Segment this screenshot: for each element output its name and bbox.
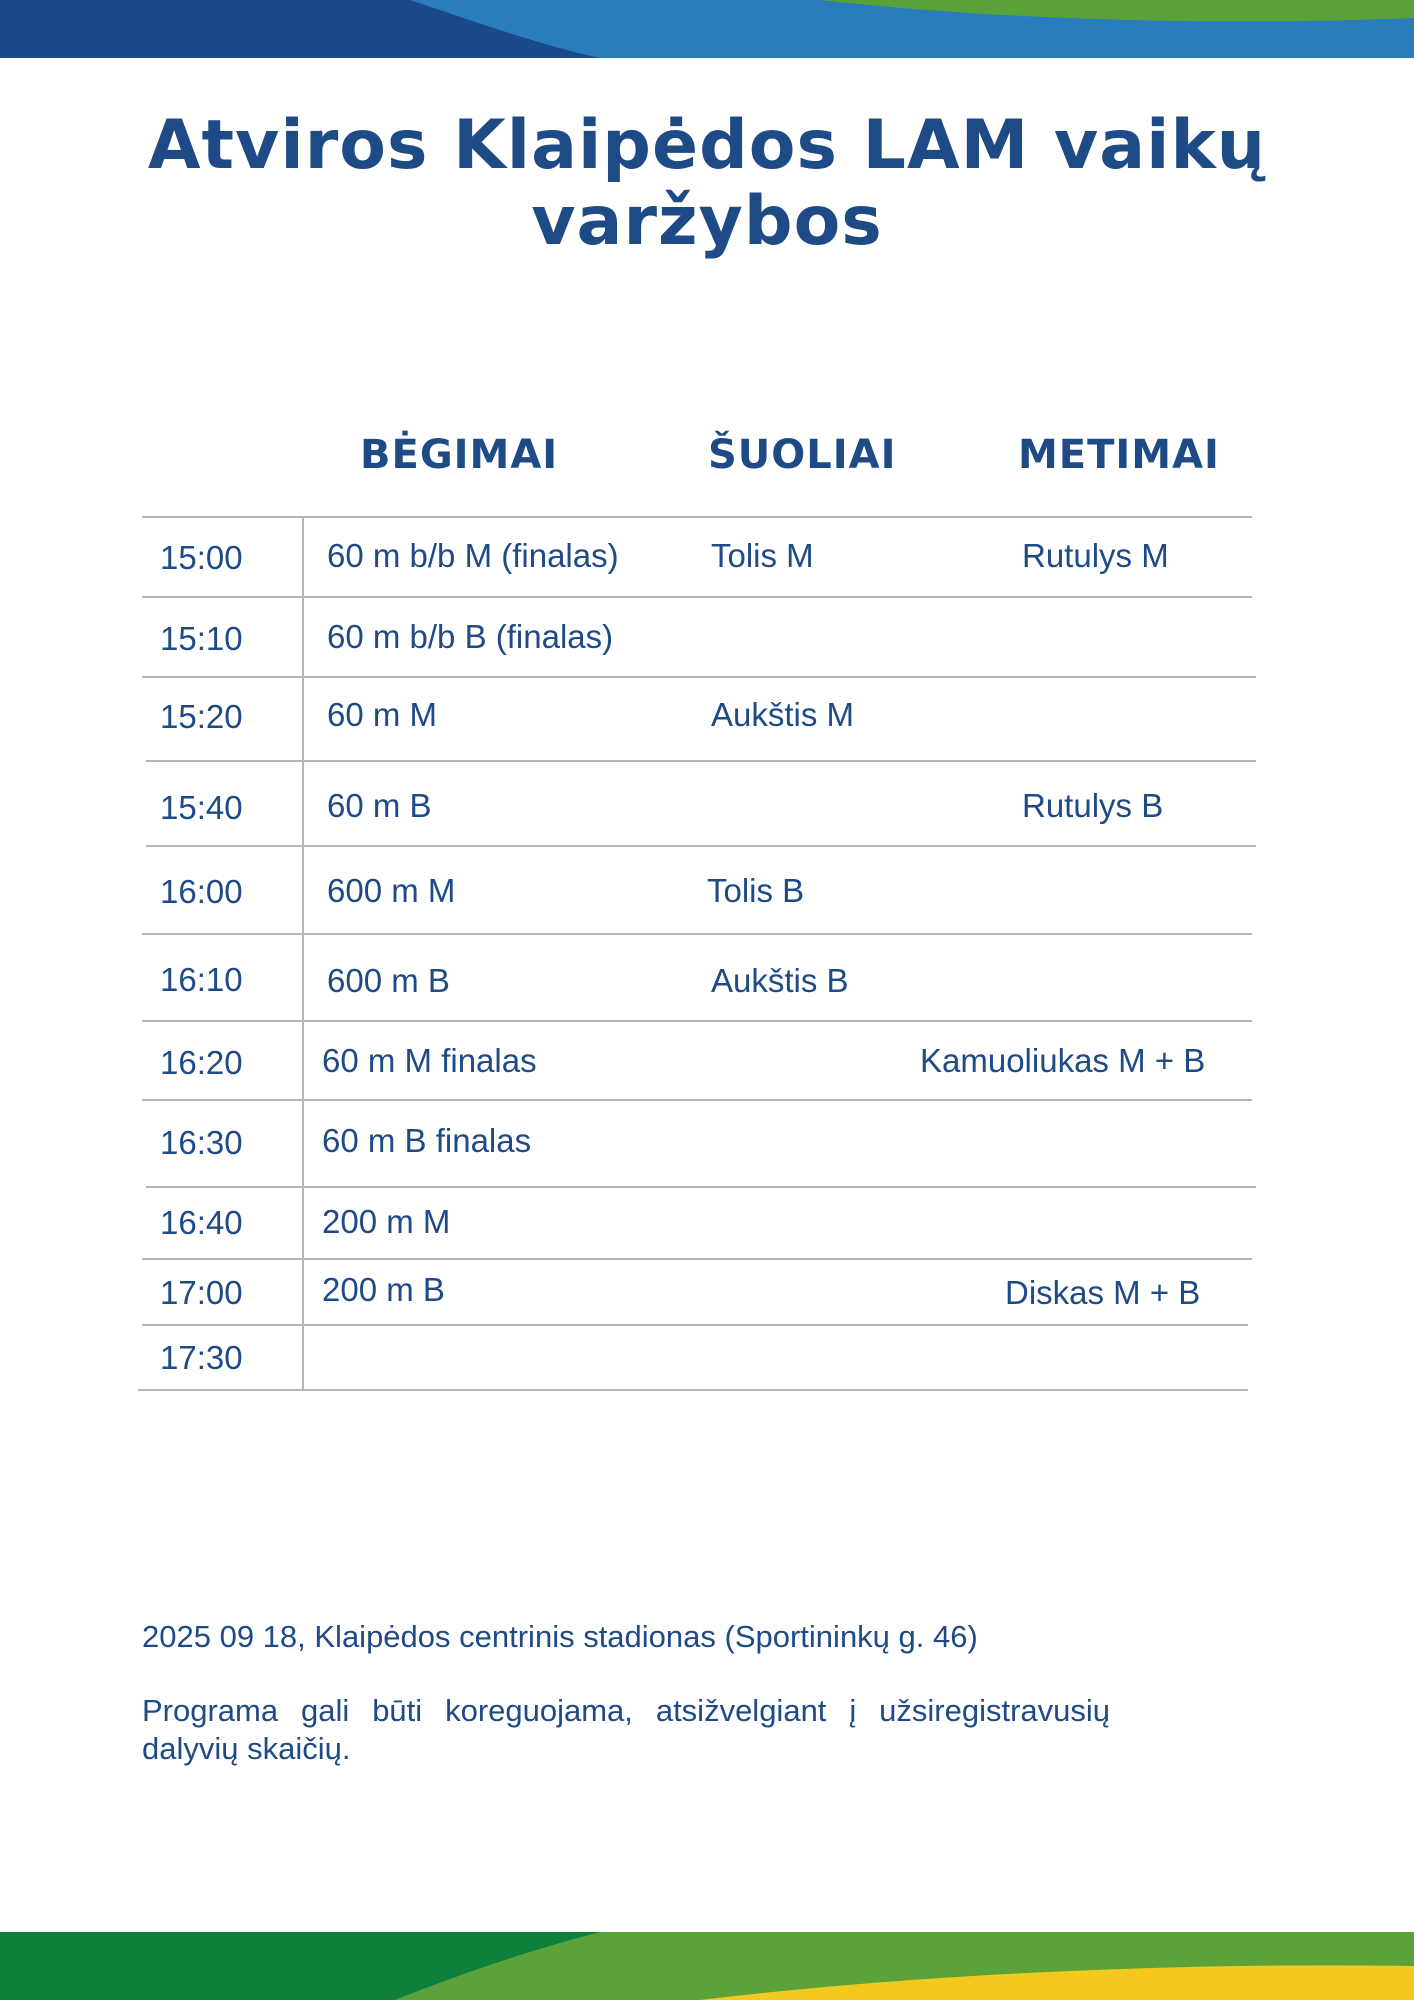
column-header-suoliai: ŠUOLIAI <box>708 432 897 478</box>
table-rule <box>142 1258 1252 1260</box>
metimai-cell: Diskas M + B <box>1005 1274 1201 1311</box>
suoliai-cell: Tolis B <box>707 872 805 909</box>
begimai-cell: 200 m B <box>322 1271 445 1308</box>
table-rule <box>146 1186 1256 1188</box>
metimai-cell: Rutulys M <box>1022 537 1169 574</box>
begimai-cell: 200 m M <box>322 1203 451 1240</box>
table-rule <box>142 1324 1248 1326</box>
time-cell: 16:30 <box>160 1124 243 1161</box>
suoliai-cell: Aukštis B <box>711 962 849 999</box>
metimai-cell: Kamuoliukas M + B <box>920 1042 1206 1079</box>
begimai-cell: 60 m b/b M (finalas) <box>327 537 619 574</box>
metimai-cell: Rutulys B <box>1022 787 1164 824</box>
time-cell: 16:20 <box>160 1044 243 1081</box>
table-rule <box>142 596 1252 598</box>
table-rule <box>142 1020 1252 1022</box>
table-rule <box>142 516 1252 518</box>
time-cell: 16:10 <box>160 961 243 998</box>
begimai-cell: 60 m M finalas <box>322 1042 537 1079</box>
top-banner <box>0 0 1414 58</box>
begimai-cell: 60 m B <box>327 787 432 824</box>
column-header-begimai: BĖGIMAI <box>360 432 559 478</box>
time-cell: 15:40 <box>160 789 243 826</box>
begimai-cell: 600 m B <box>327 962 450 999</box>
time-cell: 17:30 <box>160 1339 243 1376</box>
suoliai-cell: Aukštis M <box>711 696 855 733</box>
bottom-banner <box>0 1932 1414 2000</box>
table-rule <box>142 676 1256 678</box>
suoliai-cell: Tolis M <box>711 537 814 574</box>
begimai-cell: 600 m M <box>327 872 456 909</box>
table-rule <box>142 933 1252 935</box>
time-cell: 16:00 <box>160 873 243 910</box>
time-column-divider <box>302 516 304 1389</box>
time-cell: 15:10 <box>160 620 243 657</box>
table-rule <box>138 1389 1248 1391</box>
time-cell: 17:00 <box>160 1274 243 1311</box>
begimai-cell: 60 m B finalas <box>322 1122 532 1159</box>
column-header-metimai: METIMAI <box>1018 432 1220 478</box>
event-date-venue: 2025 09 18, Klaipėdos centrinis stadionas (Sportininkų g. 46) <box>142 1619 978 1654</box>
time-cell: 16:40 <box>160 1204 243 1241</box>
table-rule <box>146 845 1256 847</box>
program-note: Programa gali būti koreguojama, atsižvelgiant į užsiregistravusių dalyvių skaičių. <box>142 1693 1110 1766</box>
page-title: Atviros Klaipėdos LAM vaikų varžybos <box>147 106 1267 261</box>
time-cell: 15:00 <box>160 539 243 576</box>
time-cell: 15:20 <box>160 698 243 735</box>
table-rule <box>142 1099 1252 1101</box>
table-rule <box>146 760 1256 762</box>
begimai-cell: 60 m b/b B (finalas) <box>327 618 614 655</box>
begimai-cell: 60 m M <box>327 696 438 733</box>
